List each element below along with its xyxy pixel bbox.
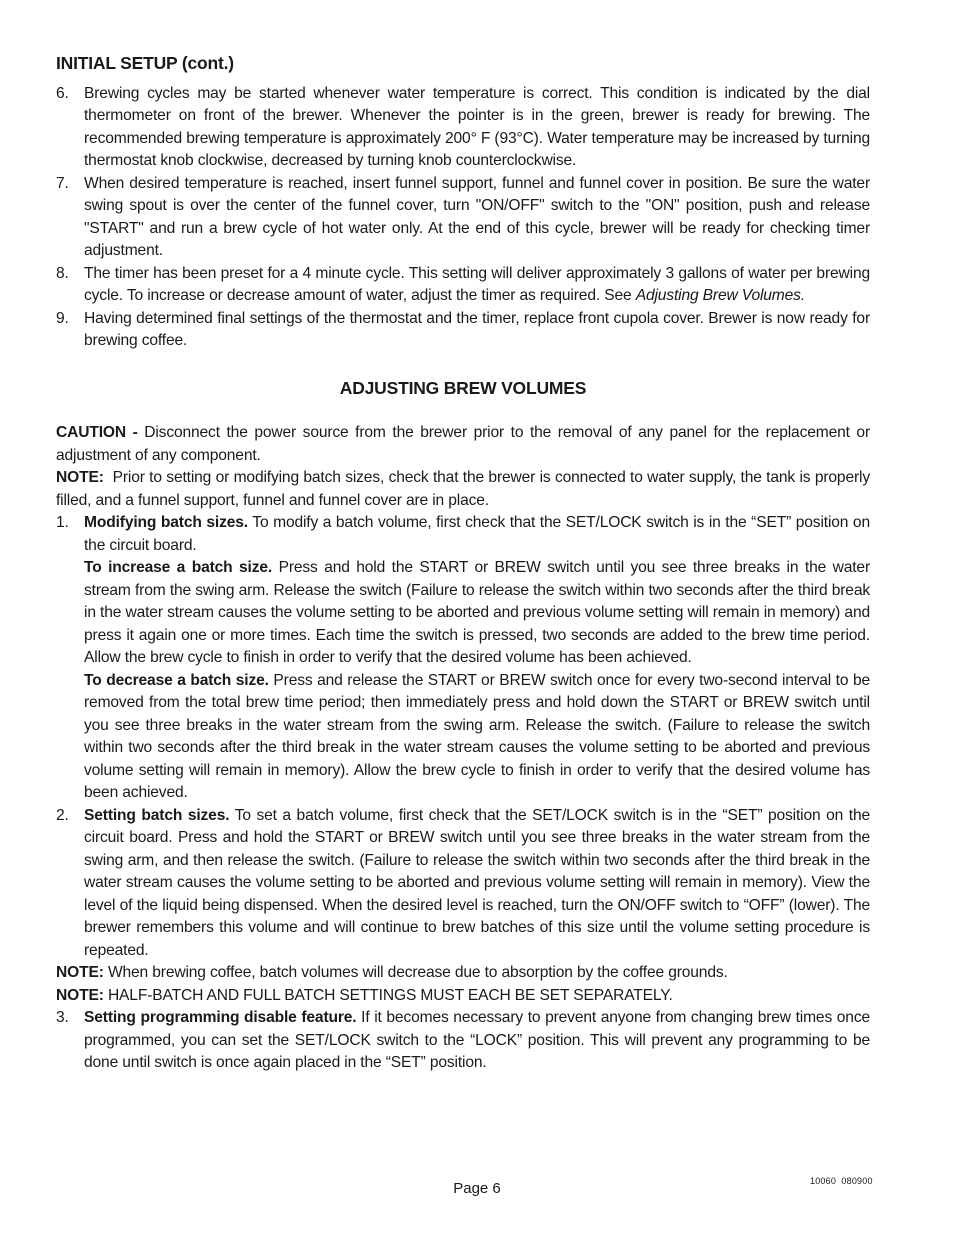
item-text: Having determined final settings of the thermostat and the timer, replace front cupola cover. Brewer is now ready for brewing coffee. <box>84 309 870 349</box>
item-label: Setting batch sizes. <box>84 806 230 824</box>
note-label: NOTE: <box>56 469 104 486</box>
setup-item-9 <box>56 308 870 353</box>
item-reference: Adjusting Brew Volumes. <box>635 287 806 304</box>
adjust-item-3 <box>56 1007 870 1075</box>
setup-item-8 <box>56 263 870 308</box>
section-heading-adjusting-brew-volumes: ADJUSTING BREW VOLUMES <box>339 377 587 398</box>
decrease-text: Press and release the START or BREW switch once for every two-second interval to be removed from the total brew time period; then immediately press and hold down the START or BREW switch until you see three breaks in the water stream from the swing arm. Release the switch. (Failure to release the switch within two seconds after the third break in the water stream causes the volume setting to be aborted and previous volume setting will remain in memory). Allow the brew cycle to finish in order to verify that the desired volume has been achieved. <box>84 671 870 801</box>
item-text: If it becomes necessary to prevent anyone from changing brew times once programmed, you can set the SET/LOCK switch to the “LOCK” position. This will prevent any programming to be done until switch is once again placed in the “SET” position. <box>84 1009 870 1071</box>
item-number: 1. <box>56 514 69 531</box>
increase-label: To increase a batch size. <box>84 559 273 576</box>
item-number: 2. <box>56 806 69 824</box>
note-text: When brewing coffee, batch volumes will decrease due to absorption by the coffee grounds. <box>103 964 728 981</box>
item-text: To modify a batch volume, first check that the SET/LOCK switch is in the “SET” position on the circuit board. <box>84 514 870 554</box>
item-label: Setting programming disable feature. <box>84 1009 357 1026</box>
decrease-label: To decrease a batch size. <box>84 671 269 689</box>
page-number: Page 6 <box>453 1180 501 1197</box>
item-number: 9. <box>56 309 69 327</box>
item-number: 6. <box>56 84 69 102</box>
note-paragraph <box>56 985 870 1008</box>
item-label: Modifying batch sizes. <box>84 514 248 531</box>
document-code: 10060 080900 <box>810 1176 873 1186</box>
document-body <box>56 52 875 1075</box>
adjust-item-2 <box>56 805 870 963</box>
item-text: Brewing cycles may be started whenever water temperature is correct. This condition is indicated by the dial thermometer on front of the brewer. Whenever the pointer is in the green, brewer is ready for brewing. The recommended brewing temperature is approximately 200° F (93°C). Water temperature may be increased by turning thermostat knob clockwise, decreased by turning knob counterclockwise. <box>84 84 870 169</box>
increase-text: Press and hold the START or BREW switch until you see three breaks in the water stream from the swing arm. Release the switch (Failure to release the switch within two seconds after the third break in the water stream causes the volume setting to be aborted and previous volume setting will remain in memory) and press it again one or more times. Each time the switch is pressed, two seconds are added to the brew time period. Allow the brew cycle to finish in order to verify that the desired volume has been achieved. <box>84 559 870 666</box>
item-number: 7. <box>56 174 69 192</box>
note-label: NOTE: <box>56 986 104 1004</box>
decrease-batch-size <box>84 670 870 805</box>
item-text: The timer has been preset for a 4 minute cycle. This setting will deliver approximately 3 gallons of water per brewing cycle. To increase or decrease amount of water, adjust the timer as required. See <box>84 264 870 304</box>
setup-item-7 <box>56 173 870 263</box>
setup-item-6 <box>56 83 870 173</box>
item-text: To set a batch volume, first check that the SET/LOCK switch is in the “SET” position on the circuit board. Press and hold the START or BREW switch until you see three breaks in the water stream from the swing arm, and then release the switch. (Failure to release the switch within two seconds after the third break in the water stream causes the volume setting to be aborted and previous volume setting will remain in memory). View the level of the liquid being dispensed. When the desired level is reached, turn the ON/OFF switch to “OFF” (lower). The brewer remembers this volume and will continue to brew batches of this size until the volume setting procedure is repeated. <box>84 806 870 959</box>
caution-text: Disconnect the power source from the brewer prior to the removal of any panel for the replacement or adjustment of any component. <box>56 424 870 464</box>
caution-label: CAUTION - <box>56 424 138 441</box>
note-label: NOTE: <box>56 964 104 981</box>
note-paragraph <box>56 962 870 985</box>
item-text: When desired temperature is reached, insert funnel support, funnel and funnel cover in position. Be sure the water swing spout is over the center of the funnel cover, turn "ON/OFF" switch to the "ON" position, push and release "START" and run a brew cycle of hot water only. At the end of this cycle, brewer will be ready for checking timer adjustment. <box>84 174 870 259</box>
increase-batch-size <box>84 557 870 670</box>
adjust-item-1 <box>56 512 870 805</box>
section-heading-initial-setup: INITIAL SETUP (cont.) <box>56 53 234 73</box>
item-number: 3. <box>56 1009 69 1026</box>
item-number: 8. <box>56 264 69 282</box>
modifying-batch-sizes <box>84 512 870 557</box>
note-text: Prior to setting or modifying batch sizes, check that the brewer is connected to water supply, the tank is properly filled, and a funnel support, funnel and funnel cover are in place. <box>56 469 875 509</box>
note-text: HALF-BATCH AND FULL BATCH SETTINGS MUST EACH BE SET SEPARATELY. <box>103 986 673 1004</box>
note-paragraph <box>56 467 875 512</box>
caution-paragraph <box>56 422 870 467</box>
